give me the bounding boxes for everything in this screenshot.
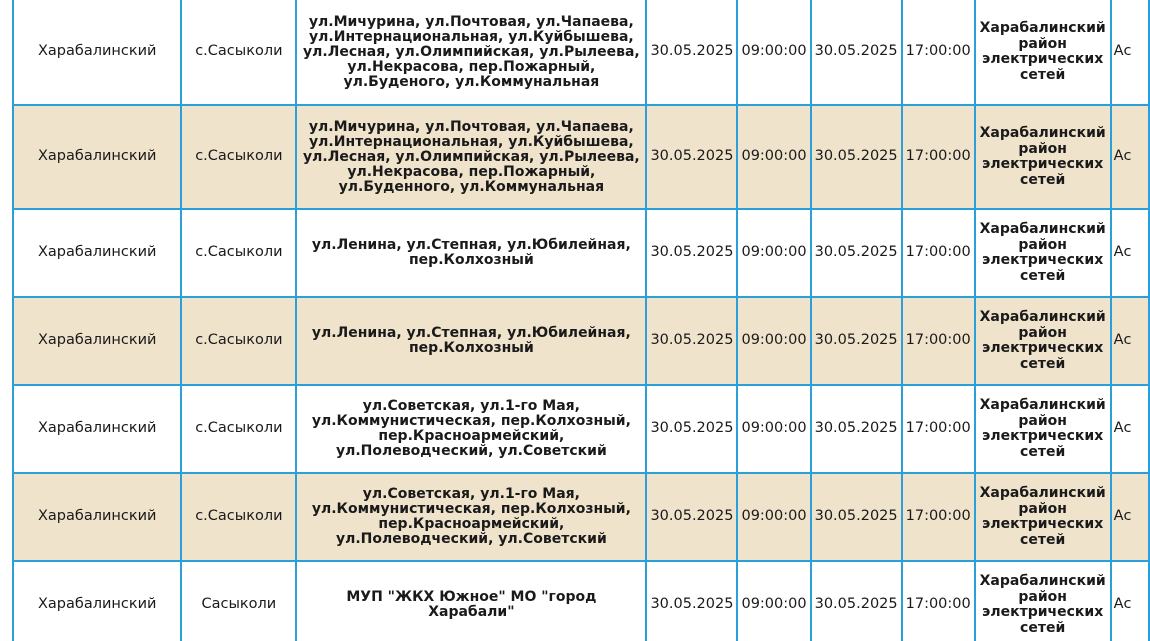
end-time-cell: 17:00:00	[902, 297, 975, 385]
end-date-cell: 30.05.2025	[811, 561, 902, 641]
start-date-cell: 30.05.2025	[646, 105, 737, 209]
table-row	[13, 105, 1149, 209]
end-date-cell: 30.05.2025	[811, 105, 902, 209]
start-time-cell: 09:00:00	[737, 473, 810, 561]
end-date-cell: 30.05.2025	[811, 385, 902, 473]
extra-cell: Ас	[1111, 561, 1149, 641]
organization-cell: Харабалинский район электрических сетей	[975, 0, 1111, 105]
locality-cell: с.Сасыколи	[181, 385, 296, 473]
extra-cell: Ас	[1111, 209, 1149, 297]
locality-cell: с.Сасыколи	[181, 297, 296, 385]
organization-cell: Харабалинский район электрических сетей	[975, 561, 1111, 641]
end-time-cell: 17:00:00	[902, 385, 975, 473]
addresses-cell: ул.Советская, ул.1-го Мая, ул.Коммунистическая, пер.Колхозный, пер.Красноармейский, ул.Полеводческий, ул.Советский	[296, 473, 646, 561]
start-date-cell: 30.05.2025	[646, 0, 737, 105]
extra-cell: Ас	[1111, 385, 1149, 473]
table-row	[13, 209, 1149, 297]
start-date-cell: 30.05.2025	[646, 297, 737, 385]
outage-table	[12, 0, 1150, 641]
end-time-cell: 17:00:00	[902, 561, 975, 641]
district-cell: Харабалинский	[13, 0, 181, 105]
addresses-cell: ул.Ленина, ул.Степная, ул.Юбилейная, пер.Колхозный	[296, 209, 646, 297]
addresses-cell: ул.Ленина, ул.Степная, ул.Юбилейная, пер.Колхозный	[296, 297, 646, 385]
locality-cell: с.Сасыколи	[181, 473, 296, 561]
start-time-cell: 09:00:00	[737, 561, 810, 641]
start-date-cell: 30.05.2025	[646, 473, 737, 561]
end-date-cell: 30.05.2025	[811, 0, 902, 105]
table-row	[13, 385, 1149, 473]
end-time-cell: 17:00:00	[902, 105, 975, 209]
end-date-cell: 30.05.2025	[811, 473, 902, 561]
extra-cell: Ас	[1111, 105, 1149, 209]
district-cell: Харабалинский	[13, 105, 181, 209]
end-time-cell: 17:00:00	[902, 0, 975, 105]
locality-cell: с.Сасыколи	[181, 105, 296, 209]
start-time-cell: 09:00:00	[737, 105, 810, 209]
district-cell: Харабалинский	[13, 385, 181, 473]
start-date-cell: 30.05.2025	[646, 209, 737, 297]
addresses-cell: ул.Советская, ул.1-го Мая, ул.Коммунистическая, пер.Колхозный, пер.Красноармейский, ул.Полеводческий, ул.Советский	[296, 385, 646, 473]
organization-cell: Харабалинский район электрических сетей	[975, 297, 1111, 385]
end-time-cell: 17:00:00	[902, 209, 975, 297]
end-date-cell: 30.05.2025	[811, 297, 902, 385]
start-date-cell: 30.05.2025	[646, 385, 737, 473]
start-time-cell: 09:00:00	[737, 0, 810, 105]
locality-cell: с.Сасыколи	[181, 0, 296, 105]
extra-cell: Ас	[1111, 0, 1149, 105]
table-row	[13, 473, 1149, 561]
district-cell: Харабалинский	[13, 473, 181, 561]
start-time-cell: 09:00:00	[737, 209, 810, 297]
table-row	[13, 0, 1149, 105]
addresses-cell: ул.Мичурина, ул.Почтовая, ул.Чапаева, ул.Интернациональная, ул.Куйбышева, ул.Лесная, ул.Олимпийская, ул.Рылеева, ул.Некрасова, пер.Пожарный, ул.Буденного, ул.Коммунальная	[296, 105, 646, 209]
locality-cell: с.Сасыколи	[181, 209, 296, 297]
organization-cell: Харабалинский район электрических сетей	[975, 385, 1111, 473]
district-cell: Харабалинский	[13, 297, 181, 385]
end-time-cell: 17:00:00	[902, 473, 975, 561]
table-row	[13, 297, 1149, 385]
organization-cell: Харабалинский район электрических сетей	[975, 105, 1111, 209]
extra-cell: Ас	[1111, 473, 1149, 561]
addresses-cell: ул.Мичурина, ул.Почтовая, ул.Чапаева, ул.Интернациональная, ул.Куйбышева, ул.Лесная, ул.Олимпийская, ул.Рылеева, ул.Некрасова, пер.Пожарный, ул.Буденого, ул.Коммунальная	[296, 0, 646, 105]
addresses-cell: МУП "ЖКХ Южное" МО "город Харабали"	[296, 561, 646, 641]
extra-cell: Ас	[1111, 297, 1149, 385]
district-cell: Харабалинский	[13, 209, 181, 297]
table-row	[13, 561, 1149, 641]
start-time-cell: 09:00:00	[737, 297, 810, 385]
start-time-cell: 09:00:00	[737, 385, 810, 473]
district-cell: Харабалинский	[13, 561, 181, 641]
locality-cell: Сасыколи	[181, 561, 296, 641]
organization-cell: Харабалинский район электрических сетей	[975, 209, 1111, 297]
start-date-cell: 30.05.2025	[646, 561, 737, 641]
end-date-cell: 30.05.2025	[811, 209, 902, 297]
organization-cell: Харабалинский район электрических сетей	[975, 473, 1111, 561]
